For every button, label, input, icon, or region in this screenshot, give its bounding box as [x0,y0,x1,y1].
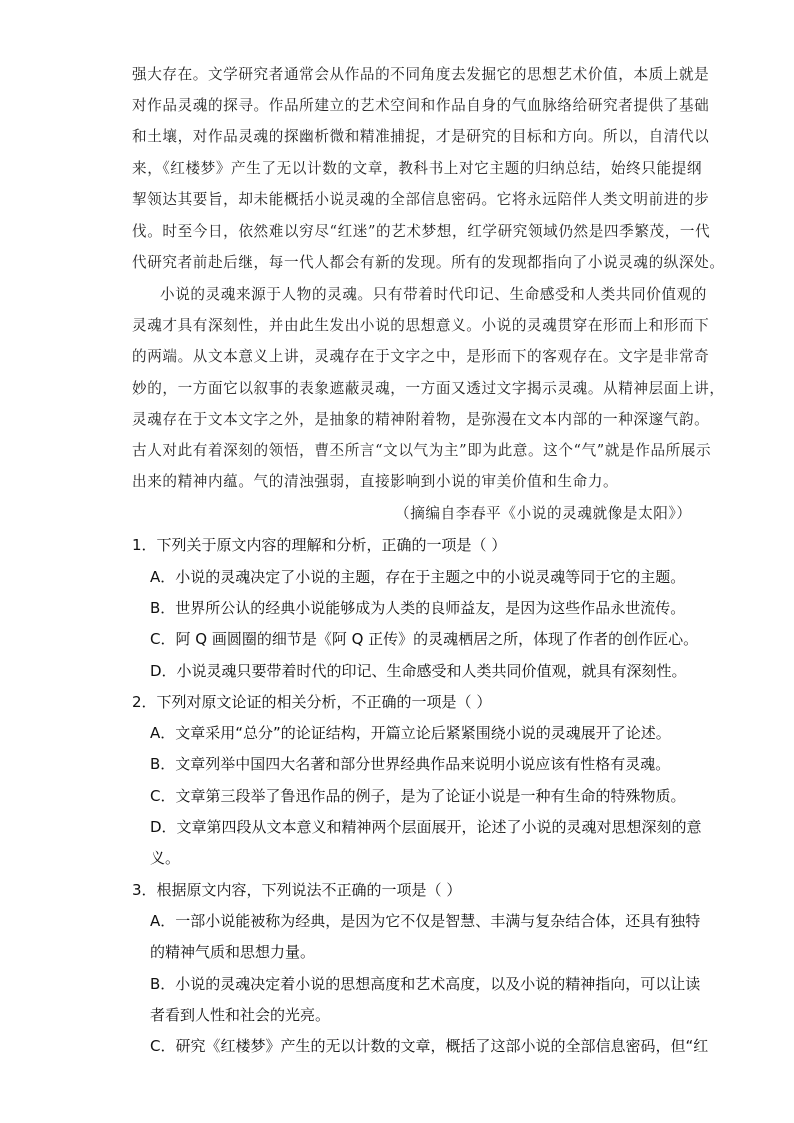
question-option: C．研究《红楼梦》产生的无以计数的文章，概括了这部小说的全部信息密码，但“红 [150,1037,709,1055]
passage-line: 对作品灵魂的探寻。作品所建立的艺术空间和作品自身的气血脉络给研究者提供了基础 [132,97,710,114]
passage-line: 的两端。从文本意义上讲，灵魂存在于文字之中，是形而下的客观存在。文字是非常奇 [132,348,710,365]
question-stem: 1．下列关于原文内容的理解和分析，正确的一项是（ ） [132,536,507,554]
passage-line: 强大存在。文学研究者通常会从作品的不同角度去发掘它的思想艺术价值，本质上就是 [132,66,710,83]
question-stem: 3．根据原文内容，下列说法不正确的一项是（ ） [132,881,462,899]
passage-line: 妙的，一方面它以叙事的表象遮蔽灵魂，一方面又透过文字揭示灵魂。从精神层面上讲， [132,380,725,397]
passage-line: 灵魂存在于文本文字之外，是抽象的精神附着物，是弥漫在文本内部的一种深邃气韵。 [132,411,710,428]
question-option: D．小说灵魂只要带着时代的印记、生命感受和人类共同价值观，就具有深刻性。 [150,662,687,680]
passage-line: 挈领达其要旨，却未能概括小说灵魂的全部信息密码。它将永远陪伴人类文明前进的步 [132,191,710,208]
question-option: A．文章采用“总分”的论证结构，开篇立论后紧紧围绕小说的灵魂展开了论述。 [150,724,671,742]
question-option: B．文章列举中国四大名著和部分世界经典作品来说明小说应该有性格有灵魂。 [150,755,671,773]
passage-line: 代研究者前赴后继，每一代人都会有新的发现。所有的发现都指向了小说灵魂的纵深处。 [132,254,725,271]
passage-line: 来，《红楼梦》产生了无以计数的文章，教科书上对它主题的归纳总结，始终只能提纲 [132,160,703,177]
passage-line: 伐。时至今日，依然难以穷尽“红迷”的艺术梦想，红学研究领域仍然是四季繁茂，一代 [132,223,711,240]
question-option: B．小说的灵魂决定着小说的思想高度和艺术高度，以及小说的精神指向，可以让读 [150,975,701,993]
question-option-continued: 的精神气质和思想力量。 [150,943,316,961]
question-option: D．文章第四段从文本意义和精神两个层面展开，论述了小说的灵魂对思想深刻的意 [150,818,702,836]
question-option-continued: 义。 [150,849,181,867]
passage-line: 小说的灵魂来源于人物的灵魂。只有带着时代印记、生命感受和人类共同价值观的 [160,286,707,303]
question-option: B．世界所公认的经典小说能够成为人类的良师益友，是因为这些作品永世流传。 [150,599,686,617]
question-option-continued: 者看到人性和社会的光亮。 [150,1006,331,1024]
passage-line: 古人对此有着深刻的领悟，曹丕所言“文以气为主”即为此意。这个“气”就是作品所展示 [132,442,712,459]
question-stem: 2．下列对原文论证的相关分析，不正确的一项是（ ） [132,693,492,711]
passage-line: 出来的精神内蕴。气的清浊强弱，直接影响到小说的审美价值和生命力。 [132,473,619,490]
passage-line: 灵魂才具有深刻性，并由此生发出小说的思想意义。小说的灵魂贯穿在形而上和形而下 [132,317,710,334]
passage-line: 和土壤，对作品灵魂的探幽析微和精准捕捉，才是研究的目标和方向。所以，自清代以 [132,128,710,145]
question-option: A．一部小说能被称为经典，是因为它不仅是智慧、丰满与复杂结合体，还具有独特 [150,912,701,930]
question-option: C．文章第三段举了鲁迅作品的例子，是为了论证小说是一种有生命的特殊物质。 [150,787,686,805]
question-option: C．阿 Q 画圆圈的细节是《阿 Q 正传》的灵魂栖居之所，体现了作者的创作匠心。 [150,630,699,648]
passage-source: （摘编自李春平《小说的灵魂就像是太阳》） [395,505,692,522]
question-option: A．小说的灵魂决定了小说的主题，存在于主题之中的小说灵魂等同于它的主题。 [150,568,686,586]
